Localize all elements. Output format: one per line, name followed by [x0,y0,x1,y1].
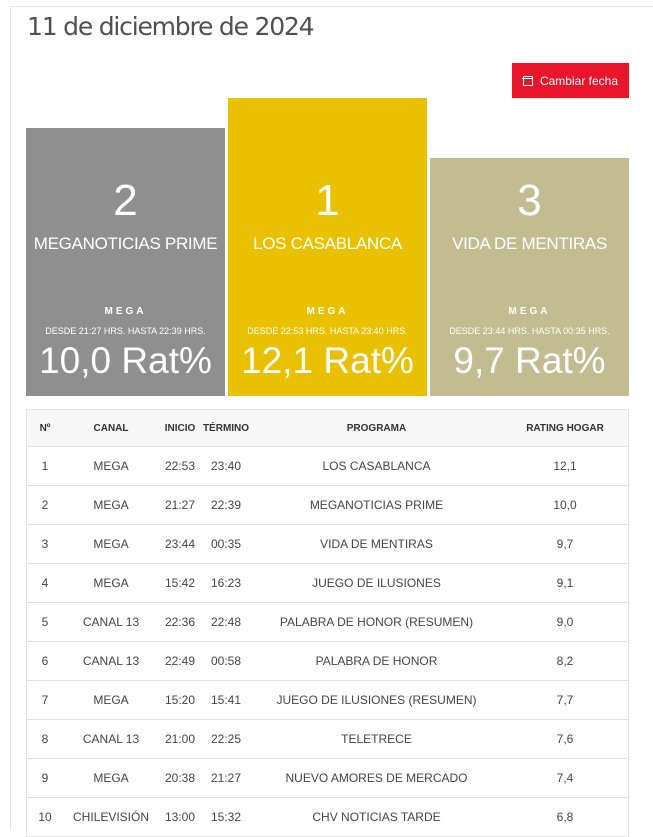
header-number: Nº [27,410,64,447]
table-row [27,759,629,798]
table-row [27,642,629,681]
cell-program: VIDA DE MENTIRAS [251,525,502,564]
cell-end: 00:58 [201,642,251,681]
header-end: TÉRMINO [201,410,251,447]
table-row [27,486,629,525]
cell-channel: MEGA [63,486,159,525]
podium-rank: 1 [315,176,340,225]
cell-channel: MEGA [63,681,159,720]
cell-end: 22:25 [201,720,251,759]
cell-start: 22:49 [159,642,201,681]
cell-number: 1 [27,447,64,486]
podium-time-range: DESDE 21:27 HRS. HASTA 22:39 HRS. [45,326,206,336]
cell-channel: CHILEVISIÓN [63,798,159,837]
cell-start: 23:44 [159,525,201,564]
cell-number: 6 [27,642,64,681]
cell-rating: 8,2 [502,642,629,681]
cell-number: 8 [27,720,64,759]
podium-rating: 10,0 Rat% [39,340,212,381]
cell-number: 10 [27,798,64,837]
header-channel: CANAL [63,410,159,447]
page-title: 11 de diciembre de 2024 [27,12,314,41]
table-row [27,525,629,564]
cell-end: 21:27 [201,759,251,798]
cell-end: 15:32 [201,798,251,837]
cell-number: 3 [27,525,64,564]
change-date-label: Cambiar fecha [539,73,619,88]
cell-program: TELETRECE [251,720,502,759]
podium-channel: MEGA [306,306,349,317]
cell-start: 21:27 [159,486,201,525]
podium-card-first[interactable] [228,98,427,396]
cell-number: 5 [27,603,64,642]
change-date-button[interactable] [512,63,629,98]
podium-time-range: DESDE 22:53 HRS. HASTA 23:40 HRS. [247,326,408,336]
podium-program-name: LOS CASABLANCA [253,234,402,253]
podium-rating: 12,1 Rat% [241,340,414,381]
header-rating: RATING HOGAR [502,410,629,447]
podium-program-name: MEGANOTICIAS PRIME [33,234,218,253]
cell-rating: 9,0 [502,603,629,642]
cell-end: 22:48 [201,603,251,642]
ratings-table [26,409,629,837]
cell-rating: 9,1 [502,564,629,603]
cell-channel: MEGA [63,759,159,798]
podium-card-second[interactable] [26,128,225,396]
podium-rank: 2 [113,176,138,225]
cell-rating: 10,0 [502,486,629,525]
cell-program: CHV NOTICIAS TARDE [251,798,502,837]
cell-channel: MEGA [63,525,159,564]
calendar-icon [523,76,533,86]
cell-end: 23:40 [201,447,251,486]
cell-program: MEGANOTICIAS PRIME [251,486,502,525]
table-row [27,798,629,837]
cell-start: 13:00 [159,798,201,837]
cell-rating: 7,4 [502,759,629,798]
table-row [27,564,629,603]
podium-time-range: DESDE 23:44 HRS. HASTA 00:35 HRS. [449,326,610,336]
cell-start: 22:53 [159,447,201,486]
cell-program: PALABRA DE HONOR (RESUMEN) [251,603,502,642]
table-row [27,681,629,720]
cell-channel: MEGA [63,447,159,486]
cell-program: PALABRA DE HONOR [251,642,502,681]
cell-number: 4 [27,564,64,603]
cell-number: 7 [27,681,64,720]
cell-number: 2 [27,486,64,525]
cell-channel: CANAL 13 [63,642,159,681]
cell-channel: CANAL 13 [63,720,159,759]
podium-channel: MEGA [104,306,147,317]
cell-start: 15:20 [159,681,201,720]
cell-number: 9 [27,759,64,798]
header-program: PROGRAMA [251,410,502,447]
cell-program: NUEVO AMORES DE MERCADO [251,759,502,798]
cell-rating: 7,6 [502,720,629,759]
header-start: INICIO [159,410,201,447]
cell-start: 15:42 [159,564,201,603]
table-row [27,447,629,486]
cell-rating: 9,7 [502,525,629,564]
cell-rating: 7,7 [502,681,629,720]
cell-channel: MEGA [63,564,159,603]
cell-end: 16:23 [201,564,251,603]
cell-channel: CANAL 13 [63,603,159,642]
cell-program: LOS CASABLANCA [251,447,502,486]
cell-start: 22:36 [159,603,201,642]
cell-end: 00:35 [201,525,251,564]
cell-end: 15:41 [201,681,251,720]
podium-rank: 3 [517,176,542,225]
cell-rating: 12,1 [502,447,629,486]
table-header-row [27,410,629,447]
cell-start: 20:38 [159,759,201,798]
podium-card-third[interactable] [430,158,629,396]
cell-program: JUEGO DE ILUSIONES [251,564,502,603]
cell-start: 21:00 [159,720,201,759]
podium-rating: 9,7 Rat% [453,340,606,381]
podium-program-name: VIDA DE MENTIRAS [452,234,607,253]
podium-channel: MEGA [508,306,551,317]
table-row [27,720,629,759]
cell-program: JUEGO DE ILUSIONES (RESUMEN) [251,681,502,720]
cell-rating: 6,8 [502,798,629,837]
cell-end: 22:39 [201,486,251,525]
table-row [27,603,629,642]
